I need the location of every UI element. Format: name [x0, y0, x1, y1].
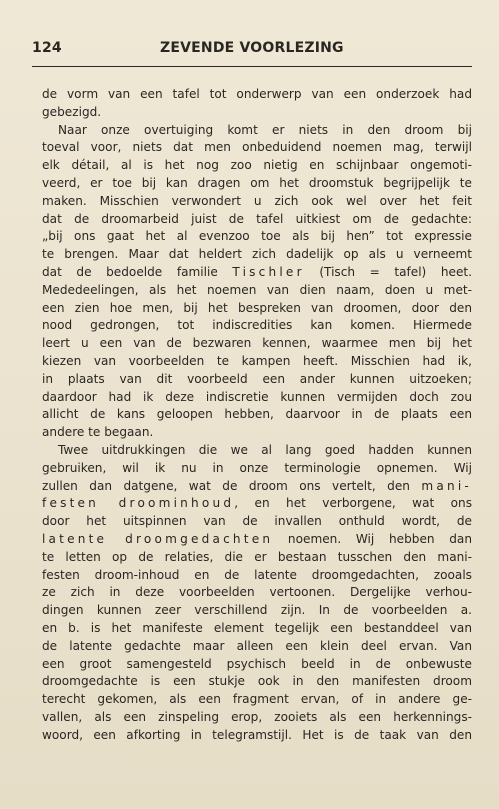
text-line — [42, 86, 472, 104]
line-text: de latente gedachte maar alleen een klein deel ervan. Van — [42, 638, 472, 653]
header-rule — [32, 66, 472, 67]
line-text: de vorm van een tafel tot onderwerp van een onderzoek had — [42, 87, 472, 101]
text-line — [42, 139, 472, 157]
text-line — [42, 531, 472, 549]
spaced-emphasis: latente droomgedachten — [42, 531, 274, 546]
line-text: daardoor had ik deze indiscretie kunnen vermijden doch zou — [42, 389, 472, 404]
text-line — [42, 228, 472, 246]
line-text: gebruiken, wil ik nu in onze terminologie opnemen. Wij — [42, 460, 472, 475]
line-text: Mededeelingen, als het noemen van dien naam, doen u met- — [42, 282, 472, 297]
line-text: en b. is het manifeste element tegelijk een bestanddeel van — [42, 620, 472, 635]
line-text: Twee uitdrukkingen die we al lang goed hadden kunnen — [58, 442, 472, 457]
text-line — [42, 495, 472, 513]
text-line — [42, 389, 472, 407]
line-text: maken. Misschien verwondert u zich ook wel over het feit — [42, 193, 472, 208]
text-line — [42, 193, 472, 211]
text-line — [42, 264, 472, 282]
text-line — [42, 602, 472, 620]
line-text: dat de bedoelde familie — [42, 264, 233, 279]
text-line — [42, 157, 472, 175]
line-text: een zien hoe men, bij het bespreken van droomen, door den — [42, 300, 472, 315]
text-line — [42, 282, 472, 300]
line-text: ze zich in deze voorbeelden vertoonen. Dergelijke verhou- — [42, 585, 472, 600]
text-line — [42, 317, 472, 335]
line-text: nood gedrongen, tot indiscredities kan komen. Hiermede — [42, 318, 472, 333]
text-line — [42, 424, 472, 442]
line-text: gebezigd. — [42, 104, 102, 119]
line-text: allicht de kans geloopen hebben, daarvoor in de plaats een — [42, 407, 472, 422]
text-line — [42, 673, 472, 691]
line-text-after: (Tisch = tafel) heet. — [304, 264, 472, 279]
text-line — [42, 549, 472, 567]
line-text: „bij ons gaat het al evenzoo toe als bij hen” tot expressie — [42, 229, 472, 244]
page-header — [32, 40, 470, 62]
spaced-emphasis: Tischler — [232, 264, 305, 279]
text-line — [42, 122, 472, 140]
line-text: toeval voor, niets dat men onbeduidend noemen mag, terwijl — [42, 140, 472, 155]
text-line — [42, 104, 472, 122]
text-line — [42, 620, 472, 638]
line-text: kiezen van voorbeelden te kampen heeft. Misschien had ik, — [42, 353, 472, 368]
spaced-emphasis: festen droominhoud — [42, 496, 235, 511]
line-text-after: , en het verborgene, wat ons — [234, 496, 473, 511]
line-text: droomgedachte is een stukje ook in den manifesten droom — [42, 674, 472, 689]
line-text: te letten op de relaties, die er bestaan tusschen den mani- — [42, 549, 472, 564]
line-text: andere te begaan. — [42, 425, 154, 440]
line-text: Naar onze overtuiging komt er niets in den droom bij — [58, 122, 472, 137]
text-line — [42, 335, 472, 353]
line-text: zullen dan datgene, wat de droom ons vertelt, den — [42, 478, 422, 493]
text-line — [42, 406, 472, 424]
spaced-emphasis: mani- — [421, 478, 472, 493]
line-text: vallen, als een zinspeling erop, zooiets als een herkennings- — [42, 709, 472, 724]
text-line — [42, 300, 472, 318]
text-line — [42, 656, 472, 674]
text-line — [42, 567, 472, 585]
text-line — [42, 175, 472, 193]
text-line — [42, 638, 472, 656]
text-line — [42, 709, 472, 727]
line-text: door het uitspinnen van de invallen onthuld wordt, de — [42, 514, 472, 529]
text-line — [42, 691, 472, 709]
line-text: dingen kunnen zeer verschillend zijn. In de voorbeelden a. — [42, 603, 472, 618]
line-text: een groot samengesteld psychisch beeld in de onbewuste — [42, 656, 472, 671]
running-head: ZEVENDE VOORLEZING — [160, 40, 344, 56]
text-line — [42, 478, 472, 496]
text-line — [42, 353, 472, 371]
text-line — [42, 211, 472, 229]
line-text: elk détail, al is het nog zoo nietig en schijnbaar ongemoti- — [42, 158, 472, 173]
line-text-after: noemen. Wij hebben dan — [273, 531, 473, 546]
line-text: leert u een van de bezwaren kennen, waarmee men bij het — [42, 336, 472, 351]
text-line — [42, 460, 472, 478]
text-line — [42, 371, 472, 389]
line-text: terecht gekomen, als een fragment ervan, of in andere ge- — [42, 692, 472, 707]
text-line — [42, 246, 472, 264]
line-text: te brengen. Maar dat heldert zich dadelijk op als u verneemt — [42, 247, 472, 262]
line-text: in plaats van dit voorbeeld een ander kunnen uitzoeken; — [42, 371, 472, 386]
text-line — [42, 727, 472, 745]
body-text — [42, 86, 472, 744]
page-number: 124 — [32, 40, 62, 56]
text-line — [42, 584, 472, 602]
line-text: veerd, er toe bij kan dragen om het droomstuk begrijpelijk te — [42, 175, 472, 190]
line-text: woord, een afkorting in telegramstijl. Het is de taak van den — [42, 727, 472, 742]
text-line — [42, 442, 472, 460]
text-line — [42, 513, 472, 531]
line-text: festen droom-inhoud en de latente droomgedachten, zooals — [42, 567, 472, 582]
line-text: dat de droomarbeid juist de tafel uitkiest om de gedachte: — [42, 211, 472, 226]
